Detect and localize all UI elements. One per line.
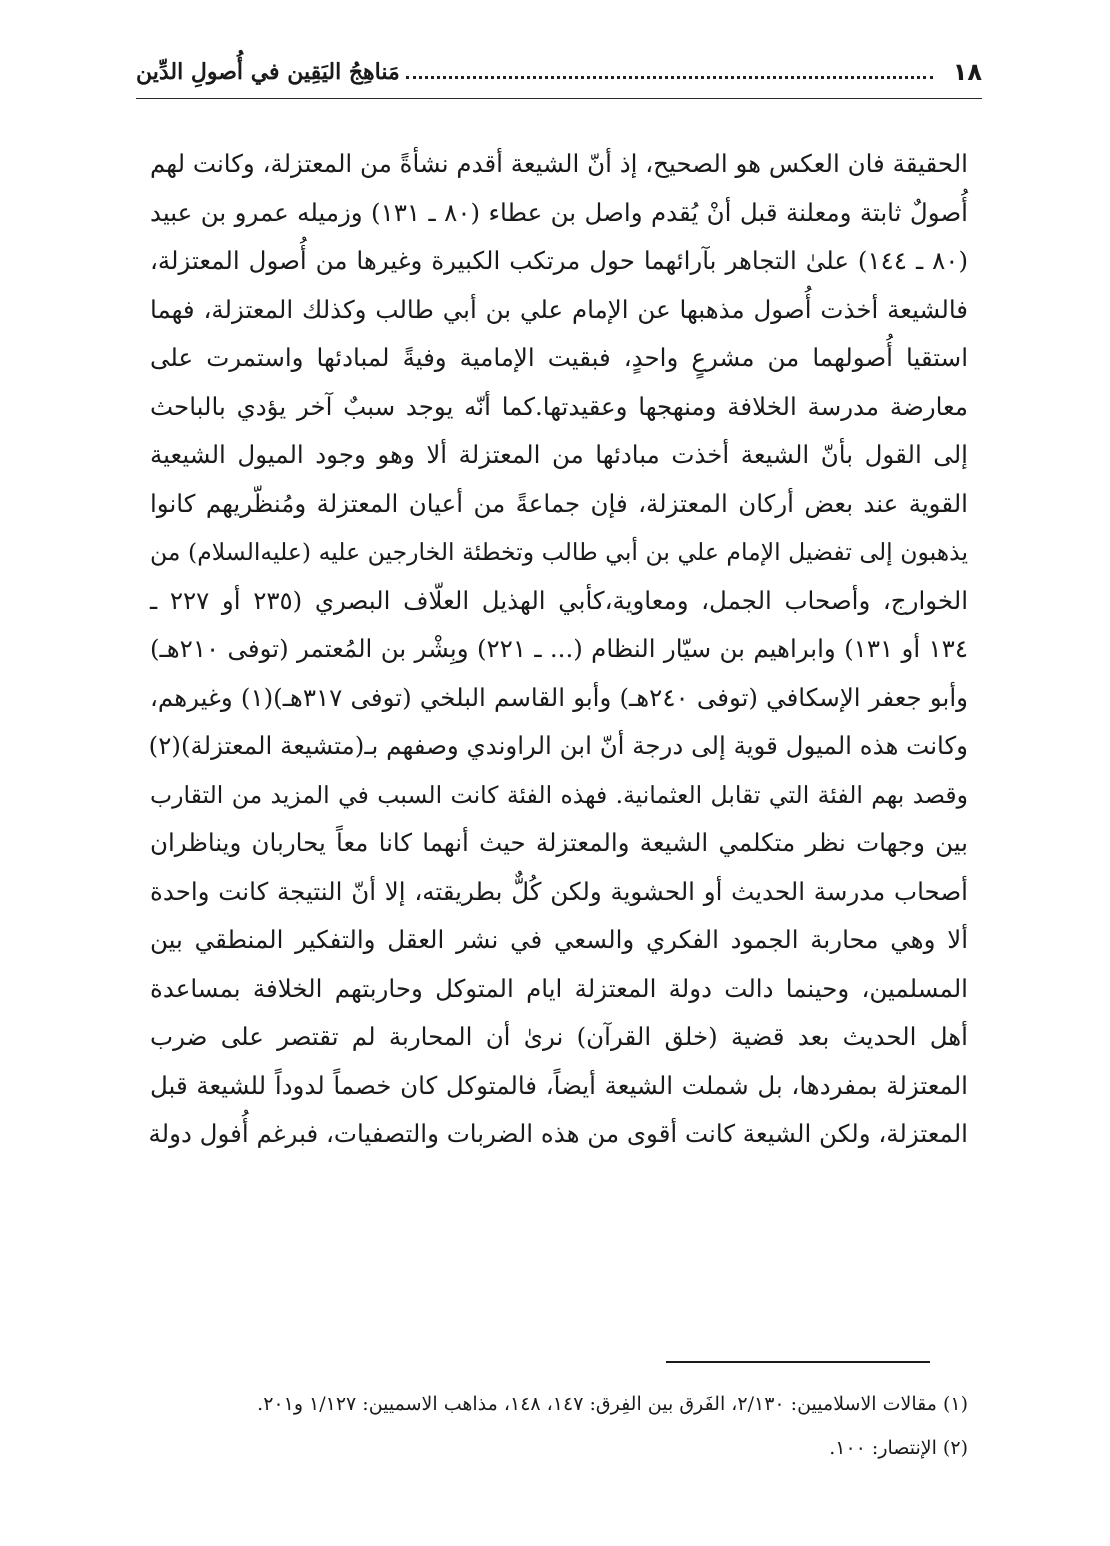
page-number: ١٨ — [952, 58, 982, 86]
text-line: معارضة مدرسة الخلافة ومنهجها وعقيدتها.كما أنّه يوجد سببٌ آخر يؤدي بالباحث — [150, 391, 968, 421]
header-rule — [136, 98, 982, 99]
text-line: المعتزلة، ولكن الشيعة كانت أقوى من هذه الضربات والتصفيات، فبرغم أُفول دولة — [148, 1119, 968, 1148]
text-line: وقصد بهم الفئة التي تقابل العثمانية. فهذه الفئة كانت السبب في المزيد من التقارب — [150, 780, 968, 809]
text-line: ألا وهي محاربة الجمود الفكري والسعي في نشر العقل والتفكير المنطقي بين — [150, 925, 968, 954]
footnote-separator — [666, 1361, 930, 1363]
text-line: فالشيعة أخذت أُصول مذهبها عن الإمام علي بن أبي طالب وكذلك المعتزلة، فهما — [150, 294, 968, 324]
text-line: الخوارج، وأصحاب الجمل، ومعاوية،كأبي الهذيل العلّاف البصري (٢٣٥ أو ٢٢٧ ـ — [150, 585, 968, 615]
text-line: إلى القول بأنّ الشيعة أخذت مبادئها من المعتزلة ألا وهو وجود الميول الشيعية — [150, 440, 968, 469]
footnote-1: (١) مقالات الاسلاميين: ٢/١٣٠، الفَرق بين الفِرق: ١٤٧، ١٤٨، مذاهب الاسميين: ١/١٢٧ و٢٠١. — [257, 1393, 968, 1415]
text-line: ١٣٤ أو ١٣١) وابراهيم بن سيّار النظام (... ـ ٢٢١) وبِشْر بن المُعتمر (توفى ٢١٠هـ) — [150, 634, 968, 663]
main-text — [150, 140, 968, 1300]
text-line: وأبو جعفر الإسكافي (توفى ٢٤٠هـ) وأبو القاسم البلخي (توفى ٣١٧هـ)(١) وغيرهم، — [150, 682, 968, 712]
text-line: المسلمين، وحينما دالت دولة المعتزلة ايام المتوكل وحاربتهم الخلافة بمساعدة — [150, 973, 968, 1003]
text-line: بين وجهات نظر متكلمي الشيعة والمعتزلة حيث أنهما كانا معاً يحاربان ويناظران — [150, 828, 968, 857]
text-line: وكانت هذه الميول قوية إلى درجة أنّ ابن الراوندي وصفهم بـ(متشيعة المعتزلة)(٢) — [148, 731, 968, 760]
text-line: يذهبون إلى تفضيل الإمام علي بن أبي طالب وتخطئة الخارجين عليه (عليه‌السلام) من — [150, 538, 968, 566]
text-line: القوية عند بعض أركان المعتزلة، فإن جماعةً من أعيان المعتزلة ومُنظّريهم كانوا — [150, 488, 968, 518]
text-line: أهل الحديث بعد قضية (خلق القرآن) نرىٰ أن المحاربة لم تقتصر على ضرب — [150, 1022, 968, 1051]
text-line: (٨٠ ـ ١٤٤) علىٰ التجاهر بآرائهما حول مرتكب الكبيرة وغيرها من أُصول المعتزلة، — [150, 246, 968, 275]
text-line: الحقيقة فان العكس هو الصحيح، إذ أنّ الشيعة أقدم نشأةً من المعتزلة، وكانت لهم — [150, 149, 968, 178]
footnote-2: (٢) الإنتصار: ١٠٠. — [829, 1437, 968, 1459]
footnotes — [150, 1382, 968, 1470]
running-header — [136, 52, 982, 92]
dotted-leader — [406, 76, 933, 79]
text-line: المعتزلة بمفردها، بل شملت الشيعة أيضاً، فالمتوكل كان خصماً لدوداً للشيعة قبل — [150, 1070, 968, 1100]
text-line: أصحاب مدرسة الحديث أو الحشوية ولكن كُلٌّ بطريقته، إلا أنّ النتيجة كانت واحدة — [150, 876, 968, 906]
text-line: استقيا أُصولهما من مشرعٍ واحدٍ، فبقيت الإمامية وفيةً لمبادئها واستمرت على — [150, 343, 968, 372]
text-line: أُصولٌ ثابتة ومعلنة قبل أنْ يُقدم واصل بن عطاء (٨٠ ـ ١٣١) وزميله عمرو بن عبيد — [150, 197, 968, 227]
book-title: مَناهِجُ اليَقِين في أُصولِ الدِّين — [136, 59, 400, 85]
